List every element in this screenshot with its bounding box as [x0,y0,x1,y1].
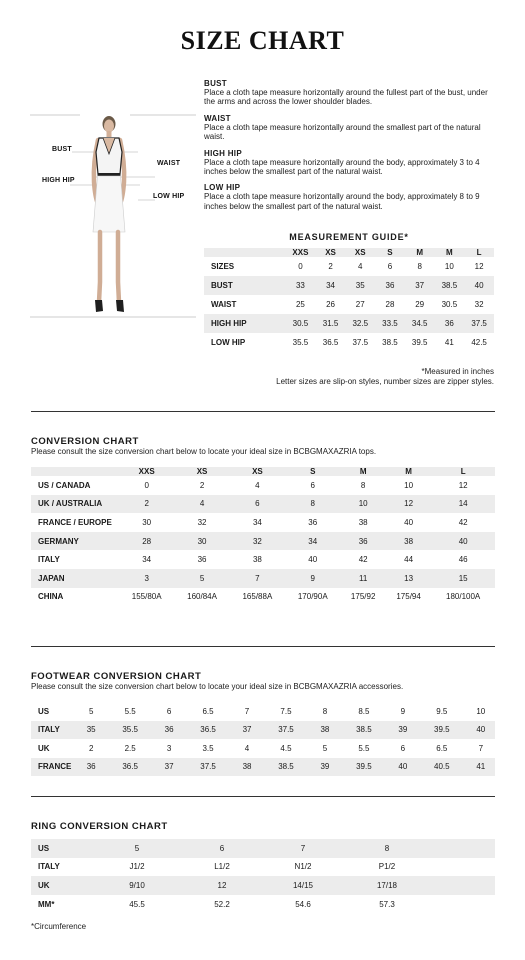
table-cell: 28 [142,536,152,546]
figure-label-bust: BUST [52,146,72,153]
page-title: SIZE CHART [180,26,345,55]
table-cell: 180/100A [446,592,481,602]
table-cell: 39 [320,762,330,772]
table-cell: 8 [417,261,422,271]
table-cell: 38.5 [441,280,458,290]
table-cell: 38.5 [356,725,372,735]
table-cell: 30.5 [441,299,458,309]
table-cell: 34 [142,555,152,565]
row-label: ITALY [38,555,60,565]
table-cell: L1/2 [214,862,230,872]
dress-figure-illustration [30,112,196,322]
definition-term: LOW HIP [204,183,241,193]
table-cell-empty [425,839,495,858]
table-cell: 42 [358,555,368,565]
table-cell: 36 [444,318,454,328]
table-cell: 41 [444,337,454,347]
table-cell: 3 [144,573,149,583]
footwear-chart-subtitle: Please consult the size conversion chart below to locate your ideal size in BCBGMAXAZRIA accessories. [31,682,404,691]
row-label: US [38,706,50,716]
table-header-cell: M [416,248,423,257]
table-cell: 38 [252,555,262,565]
table-cell: 36.5 [200,725,216,735]
table-cell: 14/15 [292,880,314,890]
row-label: UK [38,743,50,753]
table-row [31,550,495,569]
footwear-chart-title: FOOTWEAR CONVERSION CHART [31,671,202,682]
note-size-styles: Letter sizes are slip-on styles, number sizes are zipper styles. [276,377,494,386]
row-label: CHINA [38,592,64,602]
table-cell: J1/2 [129,862,145,872]
table-row [31,569,495,588]
table-cell: 34 [308,536,318,546]
table-row [31,495,495,514]
row-label: US [38,843,50,853]
table-cell: 34.5 [411,318,428,328]
table-cell: 4.5 [280,743,292,753]
table-cell: 34 [252,517,262,527]
table-header-cell: M [446,248,453,257]
table-cell: 10 [404,480,414,490]
table-cell: 38 [320,725,330,735]
table-cell: 6 [310,480,315,490]
table-cell: 36 [308,517,318,527]
table-cell: 13 [404,573,414,583]
table-cell: 37 [242,725,252,735]
table-cell: 0 [144,480,149,490]
table-cell: 32.5 [352,318,369,328]
table-cell: 2 [88,743,94,753]
definition-text: Place a cloth tape measure horizontally around the smallest part of the natural waist. [204,122,481,142]
table-cell: 6 [387,261,393,271]
row-label: SIZES [211,261,235,271]
table-cell: 10 [476,706,486,716]
table-row [204,333,494,352]
table-cell: 5 [322,743,328,753]
table-cell: 10 [358,499,368,509]
table-cell: 6 [166,706,172,716]
figure-label-low-hip: LOW HIP [153,193,185,200]
conversion-chart-subtitle: Please consult the size conversion chart below to locate your ideal size in BCBGMAXAZRIA tops. [31,447,377,456]
table-cell: 5 [134,843,140,853]
table-cell: 38 [358,517,368,527]
ring-footnote: *Circumference [31,922,87,931]
table-cell: 39.5 [434,725,450,735]
table-cell: 8 [310,499,315,509]
table-cell: 7 [478,743,484,753]
row-label: GERMANY [38,536,79,546]
row-label: US / CANADA [38,480,91,490]
section-divider [31,796,495,797]
table-cell: 30 [197,536,207,546]
table-cell: 27 [355,299,365,309]
table-cell: 32 [197,517,207,527]
table-cell: 38.5 [382,337,398,347]
row-label: FRANCE / EUROPE [38,517,112,527]
table-cell: 31.5 [322,318,339,328]
footwear-chart-table [31,702,495,776]
table-cell: 0 [298,261,303,271]
table-header-cell: XS [325,248,336,257]
row-label: ITALY [38,725,60,735]
table-cell: 36 [358,536,368,546]
table-cell: 36 [164,725,174,735]
table-cell: 8 [384,843,390,853]
table-cell: 8 [322,706,328,716]
definition-text: Place a cloth tape measure horizontally around the body, approximately 3 to 4 inches below the smallest part of the natural waist. [204,157,480,177]
table-cell: 37 [415,280,425,290]
table-row [204,295,494,314]
table-cell: 4 [255,480,260,490]
table-cell: 6 [219,843,225,853]
table-cell: 7 [300,843,306,853]
table-header-row [31,467,495,476]
table-cell: 170/90A [297,592,328,602]
table-cell: 36 [385,280,395,290]
table-cell: 9 [400,706,406,716]
table-cell-empty [425,876,495,895]
table-cell: 4 [244,743,250,753]
table-cell: 35.5 [292,337,309,347]
conversion-chart-title: CONVERSION CHART [31,436,139,447]
table-cell: 41 [476,762,486,772]
table-cell: 32 [252,536,262,546]
table-cell: 38 [404,536,414,546]
table-header-cell [204,248,285,257]
figure-label-waist: WAIST [157,160,181,167]
table-cell: 12 [404,499,414,509]
table-cell: 37.5 [200,762,216,772]
row-label: FRANCE [38,762,72,772]
conversion-chart-table [31,467,495,606]
table-cell: N1/2 [294,862,312,872]
table-cell: 175/92 [350,592,376,602]
table-header-cell: XXS [292,248,309,257]
table-row [31,895,495,914]
table-cell: 7.5 [280,706,292,716]
table-cell: 29 [415,299,425,309]
table-cell: 45.5 [129,899,145,909]
table-cell: 33.5 [382,318,398,328]
definition-high-hip [204,149,500,177]
table-header-cell: L [476,248,482,257]
table-cell: 4 [358,261,363,271]
definition-term: BUST [204,79,227,88]
table-cell: 2 [144,499,149,509]
table-cell: 165/88A [242,592,273,602]
table-cell: 5.5 [124,706,136,716]
table-cell: 12 [474,261,484,271]
table-cell: P1/2 [378,862,396,872]
table-cell: 36.5 [122,762,138,772]
table-cell: 3.5 [202,743,214,753]
table-cell: 30 [142,517,152,527]
table-row [31,702,495,721]
table-row [31,721,495,740]
definition-text: Place a cloth tape measure horizontally around the body, approximately 8 to 9 inches below the smallest part of the natural waist. [204,192,480,211]
table-cell: 37.5 [352,337,369,347]
table-cell: 6.5 [202,706,214,716]
table-cell: 34 [326,280,335,290]
measurement-notes [204,367,494,387]
table-cell: 6 [255,499,260,509]
table-cell: 6.5 [436,743,448,753]
row-label: HIGH HIP [211,318,247,328]
table-cell: 7 [255,573,260,583]
definition-low-hip [204,183,500,211]
table-cell: 32 [474,299,484,309]
table-cell: 35 [86,725,96,735]
table-cell: 160/84A [187,592,217,602]
table-cell: 40 [308,555,318,565]
table-cell: 9/10 [129,880,145,890]
table-row [31,532,495,551]
table-cell: 33 [295,280,305,290]
table-cell: 35 [355,280,365,290]
table-cell: 40 [458,536,468,546]
table-cell: 9 [310,573,315,583]
table-cell: 35.5 [122,725,138,735]
row-label: UK [38,880,50,890]
table-cell: 37.5 [471,318,487,328]
table-cell: 38.5 [278,762,294,772]
table-cell: 42.5 [471,337,487,347]
table-header-cell: S [387,248,393,257]
table-cell: 25 [295,299,305,309]
row-label: UK / AUSTRALIA [38,499,103,509]
table-cell: 2 [328,261,333,271]
definition-text: Place a cloth tape measure horizontally around the fullest part of the bust, under the arms and across the lower shoulder blades. [204,88,488,107]
table-header-row [204,248,494,257]
table-cell-empty [425,895,495,914]
section-divider [31,411,495,412]
table-cell: 14 [458,499,468,509]
table-cell: 40 [476,725,486,735]
table-header-cell: M [405,467,412,476]
table-cell: 2 [199,480,205,490]
table-cell: 10 [444,261,454,271]
table-cell: 26 [326,299,335,309]
table-row [31,839,495,858]
definition-bust [204,79,500,107]
table-cell: 42 [458,517,468,527]
model-figure [30,112,196,322]
table-cell: 40 [398,762,408,772]
row-label: BUST [211,280,233,290]
table-cell: 6 [400,743,406,753]
section-divider [31,646,495,647]
table-cell: 15 [458,573,468,583]
table-cell: 40.5 [434,762,450,772]
note-inches: *Measured in inches [421,367,494,376]
table-cell: 39.5 [356,762,372,772]
table-cell: 46 [458,555,468,565]
table-cell: 5 [199,573,205,583]
table-cell: 12 [217,880,227,890]
table-header-cell: M [359,467,367,476]
table-cell: 37.5 [278,725,294,735]
table-cell: 5.5 [358,743,370,753]
table-cell: 30.5 [292,318,309,328]
table-cell-empty [425,858,495,877]
table-header-cell: XS [354,248,366,257]
table-header-cell: XS [196,467,208,476]
table-cell: 8.5 [358,706,370,716]
row-label: MM* [38,899,55,909]
table-cell: 40 [404,517,414,527]
row-label: ITALY [38,862,60,872]
table-row [31,476,495,495]
table-cell: 40 [474,280,484,290]
measurement-definitions [204,79,500,218]
measurement-guide-title: MEASUREMENT GUIDE* [289,232,409,242]
row-label: WAIST [211,299,237,309]
table-cell: 28 [385,299,395,309]
table-row [31,758,495,777]
table-row [31,588,495,607]
table-header-cell: L [460,467,466,476]
measurement-guide-table [204,248,494,351]
table-header-cell: S [310,467,316,476]
table-row [204,314,494,333]
table-cell: 11 [359,573,368,583]
table-cell: 175/94 [396,592,421,602]
table-cell: 17/18 [376,880,398,890]
table-cell: 44 [404,555,414,565]
row-label: LOW HIP [211,337,246,347]
table-row [31,739,495,758]
table-cell: 36 [86,762,96,772]
table-cell: 52.2 [214,899,230,909]
ring-chart-table [31,839,495,913]
table-row [31,513,495,532]
table-row [204,257,494,276]
table-cell: 12 [458,480,468,490]
table-header-cell: XS [252,467,263,476]
definition-term: WAIST [204,113,231,123]
table-row [31,876,495,895]
figure-label-high-hip: HIGH HIP [42,177,75,184]
table-cell: 36.5 [322,337,339,347]
table-cell: 57.3 [379,899,395,909]
table-cell: 39 [398,725,408,735]
table-cell: 2.5 [124,743,136,753]
table-cell: 8 [360,480,366,490]
table-header-cell [31,467,119,476]
table-cell: 38 [242,762,252,772]
table-cell: 36 [197,555,207,565]
table-cell: 37 [164,762,174,772]
table-cell: 4 [199,499,205,509]
table-row [204,276,494,295]
table-cell: 9.5 [436,706,448,716]
row-label: JAPAN [38,573,65,583]
table-cell: 39.5 [411,337,428,347]
table-cell: 7 [244,706,250,716]
table-row [31,858,495,877]
table-cell: 5 [88,706,94,716]
table-cell: 155/80A [131,592,162,602]
definition-waist [204,114,500,142]
ring-chart-title: RING CONVERSION CHART [31,821,168,832]
table-header-cell: XXS [138,467,155,476]
definition-term: HIGH HIP [204,148,242,158]
table-cell: 3 [166,743,172,753]
table-cell: 54.6 [295,899,311,909]
